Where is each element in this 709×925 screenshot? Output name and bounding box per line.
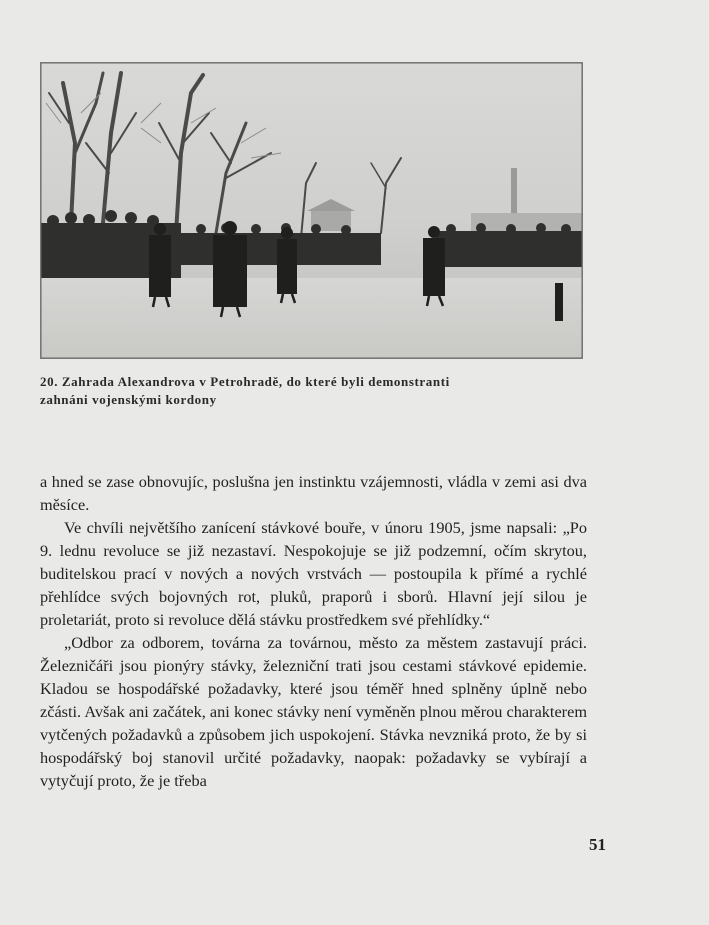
caption-line-2: zahnáni vojenskými kordony	[40, 392, 217, 407]
body-text	[40, 470, 587, 792]
photo-alexander-garden	[40, 62, 583, 359]
paragraph: a hned se zase obnovujíc, poslušna jen instinktu vzájemnosti, vládla v zemi asi dva měsíce.	[40, 472, 587, 514]
page-number: 51	[589, 835, 606, 854]
paragraph: Ve chvíli největšího zanícení stávkové bouře, v únoru 1905, jsme napsali: „Po 9. lednu revoluce se již nezastaví. Nespokojuje se již podzemní, očím skrytou, buditelskou prací v nových a nových vrstvách — postoupila k přímé a rychlé přehlídce svých bojovných rot, pluků, praporů i sborů. Hlavní její silou je proletariát, proto si revoluce dělá stávku prostředkem své přehlídky.“	[40, 518, 587, 629]
paragraph: „Odbor za odborem, továrna za továrnou, město za městem zastavují práci. Železničáři jsou pionýry stávky, železniční trati jsou cestami stávkové epidemie. Kladou se hospodářské požadavky, které jsou téměř hned splněny úplně nebo zčásti. Avšak ani začátek, ani konec stávky není vyměněn plnou měrou charakterem vytčených požadavků a způsobem jich uspokojení. Stávka nevzniká proto, že by si hospodářský boj stanovil určité požadavky, naopak: požadavky se vybírají a vytyčují proto, že je třeba	[40, 633, 587, 790]
caption-line-1: 20. Zahrada Alexandrova v Petrohradě, do které byli demonstranti	[40, 374, 450, 389]
figure-caption	[40, 373, 560, 409]
